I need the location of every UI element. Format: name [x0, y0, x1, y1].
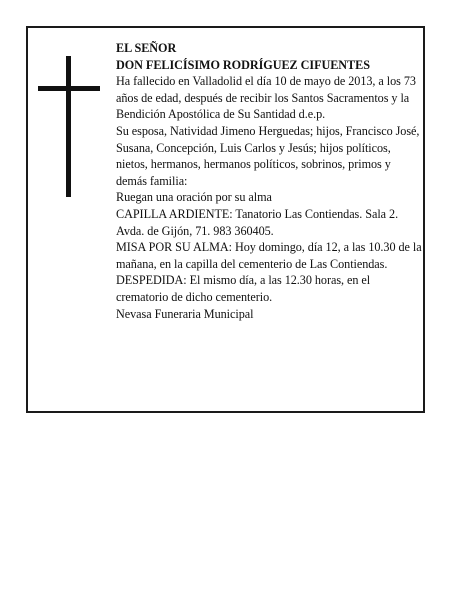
prayer-request: Ruegan una oración por su alma — [116, 190, 272, 205]
farewell-info: DESPEDIDA: El mismo día, a las 12.30 horas, en el crematorio de dicho cementerio. — [116, 273, 371, 304]
deceased-name: DON FELICÍSIMO RODRÍGUEZ CIFUENTES — [116, 57, 370, 72]
obituary-notice — [26, 26, 425, 413]
cross-vertical-bar — [66, 56, 71, 197]
family-list: Su esposa, Natividad Jimeno Herguedas; hijos, Francisco José, Susana, Concepción, Luis Carlos y Jesús; hijos políticos, nietos, hermanos, hermanos políticos, sobrinos, primos y demás familia: — [116, 123, 420, 188]
funeral-home: Nevasa Funeraria Municipal — [116, 306, 254, 321]
chapel-info: CAPILLA ARDIENTE: Tanatorio Las Contiendas. Sala 2. Avda. de Gijón, 71. 983 360405. — [116, 206, 399, 238]
obituary-text — [116, 40, 422, 322]
mass-info: MISA POR SU ALMA: Hoy domingo, día 12, a las 10.30 de la mañana, en la capilla del cementerio de Las Contiendas. — [116, 240, 422, 271]
cross-horizontal-bar — [38, 86, 100, 91]
title-line-1: EL SEÑOR — [116, 41, 177, 55]
cross-icon — [38, 56, 100, 197]
death-announcement: Ha fallecido en Valladolid el día 10 de mayo de 2013, a los 73 años de edad, después de recibir los Santos Sacramentos y la Bendición Apostólica de Su Santidad d.e.p. — [116, 74, 416, 122]
